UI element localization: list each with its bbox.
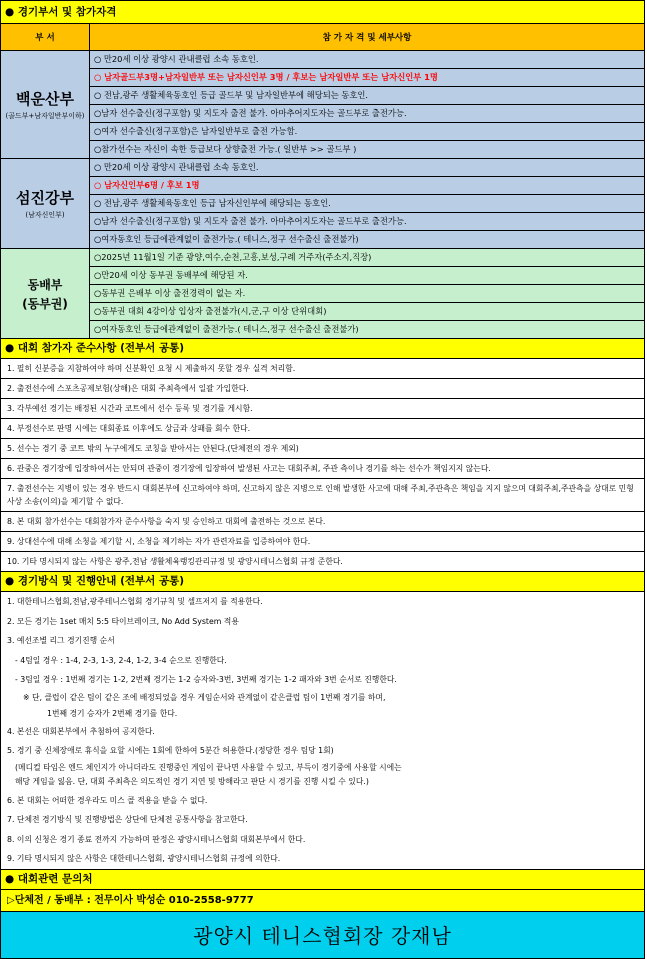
header-division: 부 서 — [1, 24, 90, 50]
rules-list — [1, 359, 644, 572]
division-row-baekunsan — [1, 51, 644, 159]
list-item: 7. 단체전 경기방식 및 진행방법은 상단에 단체전 공통사항을 참고한다. — [7, 815, 248, 824]
header-qualification: 참 가 자 격 및 세부사항 — [322, 33, 412, 43]
division-item: ○여자동호인 등급에관계없이 출전가능.( 테니스,정구 선수출신 출전불가) — [94, 324, 359, 334]
division-sub: (골드부+남자일반부이하) — [5, 112, 85, 120]
division-name-cell — [1, 159, 90, 248]
division-name-cell — [1, 249, 90, 338]
list-item: 4. 본선은 대회본부에서 추첨하여 공지한다. — [7, 726, 155, 736]
list-item: 9. 상대선수에 대해 소청을 제기할 시, 소청을 제기하는 자가 관련자료를 입증하여야 한다. — [1, 532, 644, 552]
section-title-divisions: ● 경기부서 및 참가자격 — [1, 1, 644, 24]
list-item: 4. 부정선수로 판명 시에는 대회종료 이후에도 상금과 상패를 회수 한다. — [1, 419, 644, 439]
division-item: ○남자 선수출신(정구포함) 및 지도자 출전 불가. 아마추어지도자는 골드부로 출전가능. — [90, 213, 644, 231]
list-item: - 4팀일 경우 : 1-4, 2-3, 1-3, 2-4, 1-2, 3-4 순으로 진행한다. — [15, 655, 227, 665]
list-item: 6. 본 대회는 어떠한 경우라도 미스 콜 적용을 받을 수 없다. — [7, 795, 208, 805]
division-name: 백운산부 — [16, 90, 74, 108]
list-item: 해당 게임을 잃음. 단, 대회 주최측은 의도적인 경기 지연 및 방해라고 판단 시 경기를 진행 시킬 수 있다.) — [15, 776, 369, 786]
division-item-highlight: ○ 남자골드부3명+남자일반부 또는 남자신인부 3명 / 후보는 남자일반부 또는 남자신인부 1명 — [90, 69, 644, 87]
section-title-contact: ● 대회관련 문의처 — [1, 870, 644, 890]
division-item: ○여자동호인 등급에관계없이 출전가능.( 테니스,정구 선수출신 출전불가) — [94, 234, 359, 244]
contact-line: ▷단체전 / 동배부 : 전무이사 박성순 010-2558-9777 — [1, 890, 644, 912]
division-sub: (남자신인부) — [25, 211, 65, 219]
list-item: 8. 본 대회 참가선수는 대회참가자 준수사항을 숙지 및 승인하고 대회에 출전하는 것으로 본다. — [1, 512, 644, 532]
division-item: ○ 만20세 이상 광양시 관내클럽 소속 동호인. — [90, 159, 644, 177]
table-header — [1, 24, 644, 51]
list-item: 2. 모든 경기는 1set 매치 5:5 타이브레이크, No Add System 적용 — [7, 616, 239, 626]
division-item: ○참가선수는 자신이 속한 등급보다 상향출전 가능.( 일반부 >> 골드부 ) — [94, 144, 357, 154]
division-item: ○ 만20세 이상 광양시 관내클럽 소속 동호인. — [90, 51, 644, 69]
division-name: 섬진강부 — [16, 189, 74, 207]
list-item: 3. 각부예선 경기는 배정된 시간과 코트에서 선수 등록 및 경기를 게시함. — [1, 399, 644, 419]
list-item: 8. 이의 신청은 경기 종료 전까지 가능하며 판정은 광양시테니스협회 대회본부에서 한다. — [7, 834, 306, 844]
division-item: ○ 전남,광주 생활체육동호인 등급 남자신인부에 해당되는 동호인. — [90, 195, 644, 213]
division-item: ○여자 선수출신(정구포함)은 남자일반부로 출전 가능함. — [90, 123, 644, 141]
division-item: ○ 전남,광주 생활체육동호인 등급 골드부 및 남자일반부에 해당되는 동호인. — [90, 87, 644, 105]
list-item: - 3팀일 경우 : 1번째 경기는 1-2, 2번째 경기는 1-2 승자와-3번, 3번째 경기는 1-2 패자와 3번 순서로 진행한다. — [15, 675, 397, 684]
division-item: ○남자 선수출신(정구포함) 및 지도자 출전 불가. 아마추어지도자는 골드부로 출전가능. — [90, 105, 644, 123]
section-title-format: ● 경기방식 및 진행안내 (전부서 공통) — [1, 572, 644, 592]
division-item: ○동부권 은배부 이상 출전경력이 없는 자. — [90, 285, 644, 303]
division-item: ○동부권 대회 4강이상 입상자 출전불가(시,군,구 이상 단위대회) — [90, 303, 644, 321]
list-item: ※ 단, 클럽이 같은 팀이 같은 조에 배정되었을 경우 게임순서와 관계없이 같은클럽 팀이 1번째 경기를 하며, — [23, 692, 386, 702]
division-row-seomjingang — [1, 159, 644, 249]
list-item: (메디컬 타임은 엔드 체인지가 아니더라도 진행중인 게임이 끝나면 사용할 수 있고, 부득이 경기중에 사용할 시에는 — [15, 762, 402, 772]
division-name: 동배부 — [27, 277, 63, 292]
division-item: ○2025년 11월1일 기준 광양,여수,순천,고흥,보성,구례 거주자(주소지,직장) — [90, 249, 644, 267]
division-items — [90, 51, 644, 158]
section-title-rules: ● 대회 참가자 준수사항 (전부서 공통) — [1, 339, 644, 359]
list-item: 5. 선수는 경기 중 코트 밖의 누구에게도 코칭을 받아서는 안된다.(단체전의 경우 제외) — [1, 439, 644, 459]
list-item: 1. 대한테니스협회,전남,광주테니스협회 경기규칙 및 셀프저지 를 적용한다. — [7, 597, 263, 606]
list-item: 7. 출전선수는 지병이 있는 경우 반드시 대회본부에 신고하여야 하며, 신고하지 않은 지병으로 인해 발생한 사고에 대해 주최,주관측은 책임을 지지 않으며 대회주최,주관측을 상대로 민형사상 소송(이의)을 제기할 수 없다. — [1, 479, 644, 512]
format-list — [1, 592, 644, 870]
list-item: 1. 필히 신분증을 지참하여야 하며 신분확인 요청 시 제출하지 못할 경우 실격 처리함. — [1, 359, 644, 379]
division-sub: (동부권) — [22, 296, 68, 311]
list-item: 3. 예선조별 리그 경기진행 순서 — [7, 636, 115, 645]
list-item: 9. 기타 명시되지 않은 사항은 대한테니스협회, 광양시테니스협회 규정에 의한다. — [7, 854, 281, 863]
footer-signature: 광양시 테니스협회장 강재남 — [1, 912, 644, 958]
list-item: 1번째 경기 승자가 2번째 경기를 한다. — [47, 708, 178, 718]
division-name-cell — [1, 51, 90, 158]
list-item: 2. 출전선수에 스포츠공제보험(상해)은 대회 주최측에서 일괄 가입한다. — [1, 379, 644, 399]
list-item: 10. 기타 명시되지 않는 사항은 광주,전남 생활체육랭킹관리규정 및 광양시테니스협회 규정 준한다. — [1, 552, 644, 572]
division-items — [90, 249, 644, 338]
list-item: 6. 관중은 경기장에 입장하여서는 안되며 관중이 경기장에 입장하여 발생된 사고는 대회주최, 주관 측이나 경기를 하는 선수가 책임지지 않는다. — [1, 459, 644, 479]
division-row-dongbae — [1, 249, 644, 339]
division-item-highlight: ○ 남자신인부6명 / 후보 1명 — [90, 177, 644, 195]
division-item: ○만20세 이상 동부권 동배부에 해당된 자. — [90, 267, 644, 285]
division-items — [90, 159, 644, 248]
list-item: 5. 경기 중 신체장애로 휴식을 요할 시에는 1회에 한하여 5분간 허용한다.(정당한 경우 팀당 1회) — [7, 746, 334, 755]
